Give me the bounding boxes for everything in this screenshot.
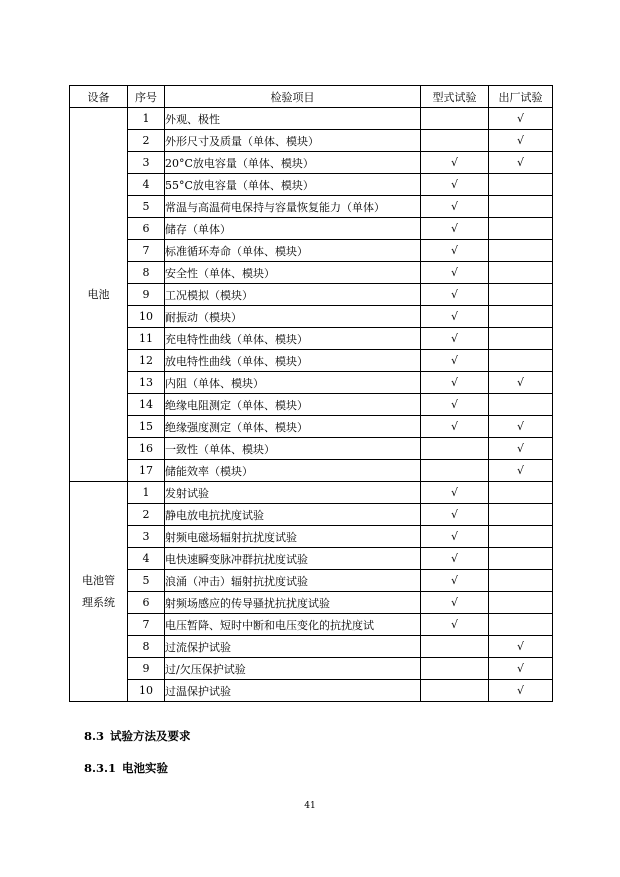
factory-test-cell (489, 592, 553, 614)
check-mark-icon: √ (516, 684, 524, 697)
seq-cell: 4 (128, 548, 165, 570)
seq-cell: 2 (128, 130, 165, 152)
check-mark-icon: √ (516, 420, 524, 433)
device-label: 电池 (87, 287, 110, 301)
table-row (70, 262, 553, 284)
seq-cell: 1 (128, 482, 165, 504)
check-mark-icon: √ (450, 376, 458, 389)
item-cell: 外观、极性 (165, 108, 421, 130)
factory-test-cell (489, 328, 553, 350)
check-mark-icon: √ (450, 596, 458, 609)
type-test-cell (421, 680, 489, 702)
factory-test-cell (489, 240, 553, 262)
check-mark-icon: √ (450, 508, 458, 521)
header-type-test: 型式试验 (421, 86, 489, 108)
table-row (70, 570, 553, 592)
type-test-cell (421, 284, 489, 306)
table-row (70, 350, 553, 372)
check-mark-icon: √ (516, 112, 524, 125)
factory-test-cell (489, 306, 553, 328)
seq-cell: 4 (128, 174, 165, 196)
factory-test-cell (489, 548, 553, 570)
factory-test-cell (489, 372, 553, 394)
section-number: 8.3 (84, 729, 105, 743)
table-row (70, 152, 553, 174)
seq-cell: 14 (128, 394, 165, 416)
type-test-cell (421, 526, 489, 548)
table-row (70, 174, 553, 196)
factory-test-cell (489, 658, 553, 680)
item-cell: 过温保护试验 (165, 680, 421, 702)
section-heading-8-3-1 (84, 760, 168, 776)
device-cell (70, 482, 128, 702)
table-row (70, 526, 553, 548)
type-test-cell (421, 306, 489, 328)
table-header-row (70, 86, 553, 108)
factory-test-cell (489, 196, 553, 218)
table-row (70, 416, 553, 438)
table-row (70, 328, 553, 350)
seq-cell: 16 (128, 438, 165, 460)
table-row (70, 548, 553, 570)
type-test-cell (421, 394, 489, 416)
factory-test-cell (489, 174, 553, 196)
type-test-cell (421, 482, 489, 504)
seq-cell: 9 (128, 658, 165, 680)
type-test-cell (421, 174, 489, 196)
type-test-cell (421, 460, 489, 482)
item-cell: 储存（单体） (165, 218, 421, 240)
check-mark-icon: √ (450, 398, 458, 411)
table-row (70, 614, 553, 636)
table-row (70, 108, 553, 130)
check-mark-icon: √ (516, 640, 524, 653)
seq-cell: 3 (128, 152, 165, 174)
factory-test-cell (489, 482, 553, 504)
type-test-cell (421, 416, 489, 438)
item-cell: 标准循环寿命（单体、模块） (165, 240, 421, 262)
table-row (70, 460, 553, 482)
section-heading-8-3 (84, 728, 191, 744)
check-mark-icon: √ (450, 266, 458, 279)
factory-test-cell (489, 416, 553, 438)
item-cell: 过流保护试验 (165, 636, 421, 658)
seq-cell: 7 (128, 614, 165, 636)
seq-cell: 9 (128, 284, 165, 306)
item-cell: 55°C放电容量（单体、模块） (165, 174, 421, 196)
table-row (70, 306, 553, 328)
seq-cell: 15 (128, 416, 165, 438)
table-row (70, 196, 553, 218)
type-test-cell (421, 196, 489, 218)
check-mark-icon: √ (516, 376, 524, 389)
factory-test-cell (489, 460, 553, 482)
item-cell: 内阻（单体、模块） (165, 372, 421, 394)
seq-cell: 5 (128, 570, 165, 592)
factory-test-cell (489, 218, 553, 240)
check-mark-icon: √ (450, 420, 458, 433)
item-cell: 外形尺寸及质量（单体、模块） (165, 130, 421, 152)
item-cell: 放电特性曲线（单体、模块） (165, 350, 421, 372)
table-row (70, 438, 553, 460)
type-test-cell (421, 130, 489, 152)
device-label: 电池管 (82, 573, 115, 587)
item-cell: 浪涌（冲击）辐射抗扰度试验 (165, 570, 421, 592)
seq-cell: 8 (128, 262, 165, 284)
type-test-cell (421, 372, 489, 394)
check-mark-icon: √ (450, 288, 458, 301)
seq-cell: 10 (128, 306, 165, 328)
item-cell: 电压暂降、短时中断和电压变化的抗扰度试 (165, 614, 421, 636)
item-cell: 储能效率（模块） (165, 460, 421, 482)
seq-cell: 6 (128, 592, 165, 614)
factory-test-cell (489, 570, 553, 592)
type-test-cell (421, 350, 489, 372)
factory-test-cell (489, 152, 553, 174)
factory-test-cell (489, 680, 553, 702)
item-cell: 常温与高温荷电保持与容量恢复能力（单体） (165, 196, 421, 218)
header-device: 设备 (70, 86, 128, 108)
factory-test-cell (489, 526, 553, 548)
test-items-table (69, 85, 553, 702)
factory-test-cell (489, 614, 553, 636)
factory-test-cell (489, 394, 553, 416)
factory-test-cell (489, 438, 553, 460)
header-factory-test: 出厂试验 (489, 86, 553, 108)
check-mark-icon: √ (516, 464, 524, 477)
type-test-cell (421, 570, 489, 592)
type-test-cell (421, 262, 489, 284)
check-mark-icon: √ (450, 618, 458, 631)
check-mark-icon: √ (450, 178, 458, 191)
type-test-cell (421, 658, 489, 680)
item-cell: 电快速瞬变脉冲群抗扰度试验 (165, 548, 421, 570)
type-test-cell (421, 218, 489, 240)
check-mark-icon: √ (450, 574, 458, 587)
device-cell (70, 108, 128, 482)
check-mark-icon: √ (450, 200, 458, 213)
device-label: 理系统 (82, 595, 115, 609)
header-seq: 序号 (128, 86, 165, 108)
table-row (70, 658, 553, 680)
type-test-cell (421, 240, 489, 262)
table-row (70, 636, 553, 658)
factory-test-cell (489, 350, 553, 372)
check-mark-icon: √ (450, 486, 458, 499)
item-cell: 射频场感应的传导骚扰抗扰度试验 (165, 592, 421, 614)
type-test-cell (421, 504, 489, 526)
seq-cell: 12 (128, 350, 165, 372)
type-test-cell (421, 152, 489, 174)
factory-test-cell (489, 284, 553, 306)
table-row (70, 504, 553, 526)
table-row (70, 284, 553, 306)
table-row (70, 372, 553, 394)
item-cell: 安全性（单体、模块） (165, 262, 421, 284)
item-cell: 静电放电抗扰度试验 (165, 504, 421, 526)
table-row (70, 680, 553, 702)
section-title: 试验方法及要求 (110, 729, 191, 743)
check-mark-icon: √ (450, 354, 458, 367)
table-row (70, 482, 553, 504)
item-cell: 充电特性曲线（单体、模块） (165, 328, 421, 350)
item-cell: 绝缘强度测定（单体、模块） (165, 416, 421, 438)
check-mark-icon: √ (516, 662, 524, 675)
check-mark-icon: √ (450, 244, 458, 257)
check-mark-icon: √ (516, 134, 524, 147)
item-cell: 过/欠压保护试验 (165, 658, 421, 680)
type-test-cell (421, 636, 489, 658)
seq-cell: 8 (128, 636, 165, 658)
seq-cell: 17 (128, 460, 165, 482)
seq-cell: 7 (128, 240, 165, 262)
table-row (70, 240, 553, 262)
table-row (70, 218, 553, 240)
item-cell: 射频电磁场辐射抗扰度试验 (165, 526, 421, 548)
check-mark-icon: √ (450, 222, 458, 235)
section-title: 电池实验 (122, 761, 169, 775)
section-number: 8.3.1 (84, 761, 117, 775)
factory-test-cell (489, 108, 553, 130)
seq-cell: 1 (128, 108, 165, 130)
item-cell: 耐振动（模块） (165, 306, 421, 328)
check-mark-icon: √ (450, 156, 458, 169)
type-test-cell (421, 592, 489, 614)
seq-cell: 2 (128, 504, 165, 526)
check-mark-icon: √ (450, 310, 458, 323)
table-row (70, 130, 553, 152)
item-cell: 一致性（单体、模块） (165, 438, 421, 460)
seq-cell: 6 (128, 218, 165, 240)
check-mark-icon: √ (516, 156, 524, 169)
page-number: 41 (304, 801, 316, 811)
type-test-cell (421, 438, 489, 460)
type-test-cell (421, 614, 489, 636)
seq-cell: 10 (128, 680, 165, 702)
seq-cell: 13 (128, 372, 165, 394)
header-item: 检验项目 (165, 86, 421, 108)
check-mark-icon: √ (450, 530, 458, 543)
type-test-cell (421, 328, 489, 350)
seq-cell: 5 (128, 196, 165, 218)
factory-test-cell (489, 636, 553, 658)
item-cell: 工况模拟（模块） (165, 284, 421, 306)
type-test-cell (421, 108, 489, 130)
item-cell: 绝缘电阻测定（单体、模块） (165, 394, 421, 416)
seq-cell: 11 (128, 328, 165, 350)
item-cell: 发射试验 (165, 482, 421, 504)
factory-test-cell (489, 130, 553, 152)
check-mark-icon: √ (450, 552, 458, 565)
table-row (70, 394, 553, 416)
type-test-cell (421, 548, 489, 570)
seq-cell: 3 (128, 526, 165, 548)
item-cell: 20°C放电容量（单体、模块） (165, 152, 421, 174)
check-mark-icon: √ (450, 332, 458, 345)
factory-test-cell (489, 504, 553, 526)
table-row (70, 592, 553, 614)
check-mark-icon: √ (516, 442, 524, 455)
factory-test-cell (489, 262, 553, 284)
